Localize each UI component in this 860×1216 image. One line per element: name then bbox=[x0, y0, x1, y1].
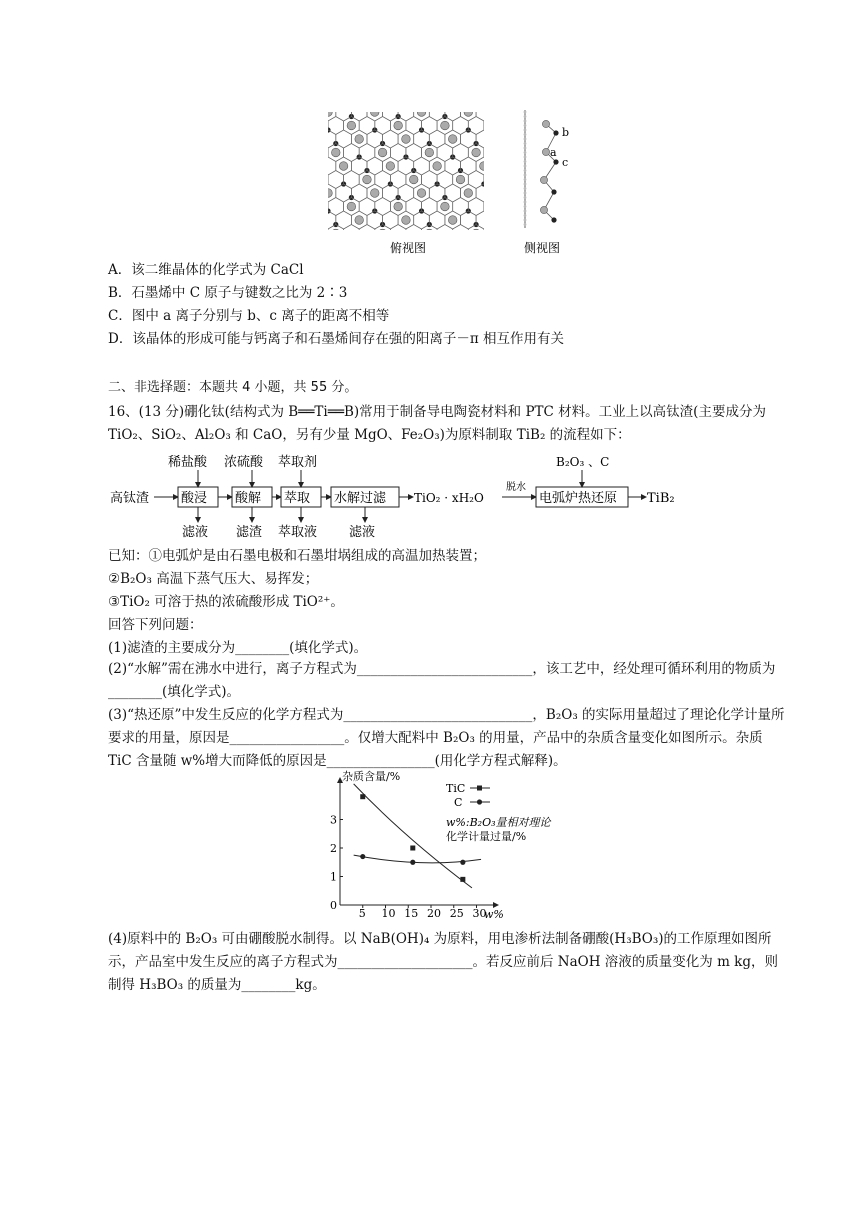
ca-ion bbox=[324, 189, 333, 198]
ca-ion bbox=[402, 216, 411, 225]
step-hydrolysis: 水解过滤 bbox=[334, 491, 387, 506]
c-point bbox=[410, 860, 415, 865]
process-flow bbox=[108, 452, 798, 542]
ca-ion bbox=[320, 175, 325, 184]
chart-annotation-1: w%:B₂O₃量相对理论 bbox=[446, 816, 551, 829]
carbon-atom bbox=[524, 219, 527, 222]
step-arc-reduction: 电弧炉热还原 bbox=[539, 491, 618, 506]
hexagon-cell bbox=[320, 144, 328, 162]
hexagon-cell bbox=[484, 225, 500, 243]
lattice-side-view bbox=[524, 110, 559, 228]
ca-ion bbox=[370, 189, 379, 198]
x-tick-label: 10 bbox=[381, 907, 396, 920]
ca-ion bbox=[347, 121, 356, 130]
tic-point bbox=[460, 877, 465, 882]
carbon-atom bbox=[524, 178, 527, 181]
ca-ion bbox=[542, 120, 549, 127]
ca-ion bbox=[417, 189, 426, 198]
carbon-atom bbox=[524, 133, 527, 136]
label-c: c bbox=[562, 156, 569, 169]
caption-side-view: 侧视图 bbox=[524, 241, 561, 255]
hexagon-cell bbox=[500, 100, 516, 108]
cl-ion bbox=[320, 168, 323, 173]
ca-ion bbox=[456, 100, 465, 103]
carbon-atom bbox=[524, 192, 527, 195]
carbon-atom bbox=[524, 201, 527, 204]
ca-ion bbox=[425, 229, 434, 238]
ca-ion bbox=[331, 229, 340, 238]
answer-prompt: 回答下列问题： bbox=[108, 617, 203, 633]
ca-ion bbox=[378, 148, 387, 157]
ca-ion bbox=[441, 202, 450, 211]
step-acid-leach: 酸浸 bbox=[181, 491, 208, 506]
c-point bbox=[460, 860, 465, 865]
chart-annotation-2: 化学计量过量/% bbox=[446, 830, 527, 843]
ca-ion bbox=[355, 135, 364, 144]
y-tick-label: 0 bbox=[330, 899, 337, 912]
reagent-hcl: 稀盐酸 bbox=[168, 455, 208, 470]
carbon-atom bbox=[524, 223, 527, 226]
hexagon-cell bbox=[484, 198, 500, 216]
tic-point bbox=[410, 846, 415, 851]
reagent-b2o3-c: B₂O₃ 、C bbox=[556, 455, 610, 469]
flow-start: 高钛渣 bbox=[110, 491, 150, 506]
x-tick-label: 5 bbox=[358, 907, 366, 920]
hexagon-cell bbox=[500, 225, 516, 243]
ca-ion bbox=[472, 148, 481, 157]
ca-ion bbox=[495, 135, 504, 144]
ca-ion bbox=[394, 121, 403, 130]
ca-ion bbox=[347, 202, 356, 211]
reagent-extractant: 萃取剂 bbox=[278, 455, 318, 470]
hexagon-cell bbox=[484, 100, 500, 108]
flow-product: TiB₂ bbox=[647, 491, 675, 506]
hexagon-cell bbox=[320, 171, 328, 189]
ca-ion bbox=[472, 229, 481, 238]
step-extraction: 萃取 bbox=[284, 491, 311, 506]
legend-c: C bbox=[454, 796, 463, 809]
crystal-figure bbox=[320, 100, 580, 260]
chart-xlabel: w% bbox=[484, 908, 504, 921]
ca-ion bbox=[503, 100, 512, 103]
impurity-chart bbox=[318, 770, 578, 922]
hexagon-cell bbox=[320, 117, 328, 135]
ca-ion bbox=[540, 206, 547, 213]
ca-ion bbox=[409, 100, 418, 103]
ca-ion bbox=[378, 229, 387, 238]
known-2: ②B₂O₃ 高温下蒸气压大、易挥发； bbox=[108, 571, 319, 587]
x-tick-label: 15 bbox=[404, 907, 419, 920]
ca-ion bbox=[331, 148, 340, 157]
ca-ion bbox=[409, 175, 418, 184]
hexagon-cell bbox=[406, 100, 422, 108]
hexagon-cell bbox=[320, 100, 328, 108]
chart-ylabel: 杂质含量/% bbox=[342, 770, 401, 783]
carbon-atom bbox=[524, 142, 527, 145]
hexagon-cell bbox=[328, 100, 344, 108]
hexagon-cell bbox=[492, 184, 508, 202]
hexagon-cell bbox=[492, 103, 508, 121]
carbon-atom bbox=[524, 205, 527, 208]
hexagon-cell bbox=[390, 100, 406, 108]
hexagon-cell bbox=[484, 171, 500, 189]
option-b: B．石墨烯中 C 原子与键数之比为 2∶3 bbox=[108, 285, 348, 301]
carbon-atom bbox=[524, 151, 527, 154]
hexagon-cell bbox=[500, 117, 516, 135]
question-1: (1)滤渣的主要成分为________(填化学式)。 bbox=[108, 640, 368, 656]
carbon-atom bbox=[524, 174, 527, 177]
cl-ion bbox=[403, 235, 408, 240]
ca-ion bbox=[324, 108, 333, 117]
carbon-atom bbox=[524, 147, 527, 150]
legend-tic: TiC bbox=[446, 782, 466, 795]
hexagon-cell bbox=[453, 100, 469, 108]
x-tick-label: 30 bbox=[472, 907, 487, 920]
option-c: C．图中 a 离子分别与 b、c 离子的距离不相等 bbox=[108, 308, 390, 324]
carbon-atom bbox=[524, 210, 527, 213]
byproduct-extract: 萃取液 bbox=[278, 525, 318, 540]
option-d: D．该晶体的形成可能与钙离子和石墨烯间存在强的阳离子－π 相互作用有关 bbox=[108, 331, 564, 347]
cl-ion bbox=[435, 100, 440, 105]
ca-ion bbox=[464, 108, 473, 117]
ca-ion bbox=[363, 100, 372, 103]
option-a: A．该二维晶体的化学式为 CaCl bbox=[108, 262, 304, 278]
hexagon-cell bbox=[500, 198, 516, 216]
ca-ion bbox=[480, 162, 489, 171]
ca-ion bbox=[495, 216, 504, 225]
ca-ion bbox=[370, 108, 379, 117]
question-2: (2)“水解”需在沸水中进行，离子方程式为__________________________，该工艺中，经处理可循环利用的物质为________(填化学式)。 bbox=[108, 661, 776, 700]
reagent-h2so4: 浓硫酸 bbox=[224, 455, 264, 470]
ca-ion bbox=[503, 175, 512, 184]
caption-top-view: 俯视图 bbox=[390, 241, 427, 255]
ca-ion bbox=[425, 148, 434, 157]
hexagon-cell bbox=[320, 225, 328, 243]
cl-ion bbox=[450, 235, 455, 240]
ca-ion bbox=[355, 216, 364, 225]
cl-ion bbox=[481, 100, 486, 105]
q16-intro: 16、(13 分)硼化钛(结构式为 B══Ti══B)常用于制备导电陶瓷材料和 PTC 材料。工业上以高钛渣(主要成分为 TiO₂、SiO₂、Al₂O₃ 和 CaO，另有少量 MgO、Fe₂O₃)为原料制取 TiB₂ 的流程如下： bbox=[108, 404, 766, 443]
carbon-atom bbox=[524, 138, 527, 141]
hexagon-cell bbox=[344, 100, 360, 108]
carbon-atom bbox=[524, 111, 527, 114]
ca-ion bbox=[542, 148, 549, 155]
known-3: ③TiO₂ 可溶于热的浓硫酸形成 TiO²⁺。 bbox=[108, 594, 344, 610]
ca-ion bbox=[433, 162, 442, 171]
ca-ion bbox=[417, 108, 426, 117]
ca-ion bbox=[487, 121, 496, 130]
ca-ion bbox=[386, 162, 395, 171]
hexagon-cell bbox=[422, 100, 438, 108]
step-acid-digest: 酸解 bbox=[235, 491, 262, 506]
label-b: b bbox=[562, 126, 570, 139]
hexagon-cell bbox=[468, 100, 484, 108]
c-point bbox=[360, 854, 365, 859]
flow-intermediate: TiO₂ · xH₂O bbox=[414, 491, 484, 505]
carbon-atom bbox=[524, 165, 527, 168]
byproduct-filtrate-1: 滤液 bbox=[182, 525, 209, 540]
ca-ion bbox=[448, 216, 457, 225]
cl-ion bbox=[357, 235, 362, 240]
hexagon-cell bbox=[375, 100, 391, 108]
lattice-top-view bbox=[320, 100, 518, 243]
carbon-atom bbox=[524, 129, 527, 132]
carbon-atom bbox=[524, 187, 527, 190]
cl-ion bbox=[512, 208, 517, 213]
ca-ion bbox=[540, 176, 547, 183]
side-bonds bbox=[544, 124, 556, 220]
carbon-atom bbox=[524, 160, 527, 163]
carbon-atom bbox=[524, 183, 527, 186]
byproduct-filtrate-2: 滤液 bbox=[349, 525, 376, 540]
ca-ion bbox=[363, 175, 372, 184]
hexagon-cell bbox=[492, 130, 508, 148]
carbon-atom bbox=[524, 115, 527, 118]
known-1: 已知：①电弧炉是由石墨电极和石墨坩埚组成的高温加热装置； bbox=[108, 548, 486, 564]
cl-ion bbox=[497, 154, 502, 159]
ca-ion bbox=[394, 202, 403, 211]
hexagon-cell bbox=[437, 100, 453, 108]
cl-ion bbox=[512, 127, 517, 132]
question-3: (3)“热还原”中发生反应的化学方程式为____________________________，B₂O₃ 的实际用量超过了理论化学计量所要求的用量，原因是_________________。仅增大配料中 B₂O₃ 的用量，产品中的杂质含量变化如图所示。杂质 TiC 含量随 w%增大而降低的原因是________________(用化学方程式解释)。 bbox=[108, 707, 785, 769]
cl-ion bbox=[551, 217, 556, 222]
question-4: (4)原料中的 B₂O₃ 可由硼酸脱水制得。以 NaB(OH)₄ 为原料，用电渗析法制备硼酸(H₃BO₃)的工作原理如图所示，产品室中发生反应的离子方程式为____________________。若反应前后 NaOH 溶液的质量变化为 m kg，则制得 H₃BO₃ 的质量为________kg。 bbox=[108, 931, 778, 993]
hexagon-cell bbox=[492, 211, 508, 229]
hexagon-cell bbox=[484, 117, 500, 135]
ca-ion bbox=[441, 121, 450, 130]
hexagon-cell bbox=[500, 171, 516, 189]
cl-ion bbox=[553, 130, 558, 135]
y-tick-label: 2 bbox=[330, 842, 337, 855]
ca-ion bbox=[487, 202, 496, 211]
cl-ion bbox=[388, 100, 393, 105]
hexagon-cell bbox=[492, 157, 508, 175]
x-tick-label: 20 bbox=[427, 907, 441, 920]
carbon-atom bbox=[524, 169, 527, 172]
cl-ion bbox=[489, 114, 494, 119]
carbon-atom bbox=[524, 156, 527, 159]
ca-ion bbox=[448, 135, 457, 144]
byproduct-residue: 滤渣 bbox=[236, 525, 263, 540]
y-tick-label: 1 bbox=[330, 870, 337, 884]
carbon-atom bbox=[524, 124, 527, 127]
cl-ion bbox=[489, 195, 494, 200]
carbon-atom bbox=[524, 196, 527, 199]
ca-ion bbox=[320, 100, 325, 103]
ca-ion bbox=[402, 135, 411, 144]
cl-ion bbox=[497, 235, 502, 240]
cl-ion bbox=[551, 189, 556, 194]
ca-ion bbox=[456, 175, 465, 184]
ca-ion bbox=[339, 162, 348, 171]
carbon-atom bbox=[524, 214, 527, 217]
label-a: a bbox=[550, 146, 557, 159]
x-tick-label: 25 bbox=[449, 907, 464, 920]
hexagon-cell bbox=[500, 144, 516, 162]
y-tick-label: 3 bbox=[330, 813, 337, 827]
section-title: 二、非选择题：本题共 4 小题，共 55 分。 bbox=[108, 380, 358, 395]
carbon-atom bbox=[524, 120, 527, 123]
cl-ion bbox=[553, 159, 558, 164]
hexagon-cell bbox=[359, 100, 375, 108]
ca-ion bbox=[464, 189, 473, 198]
hexagon-cell bbox=[484, 144, 500, 162]
flow-dehydrate-label: 脱水 bbox=[506, 482, 526, 493]
hexagon-cell bbox=[320, 198, 328, 216]
tic-point bbox=[360, 794, 365, 799]
cl-ion bbox=[505, 168, 510, 173]
